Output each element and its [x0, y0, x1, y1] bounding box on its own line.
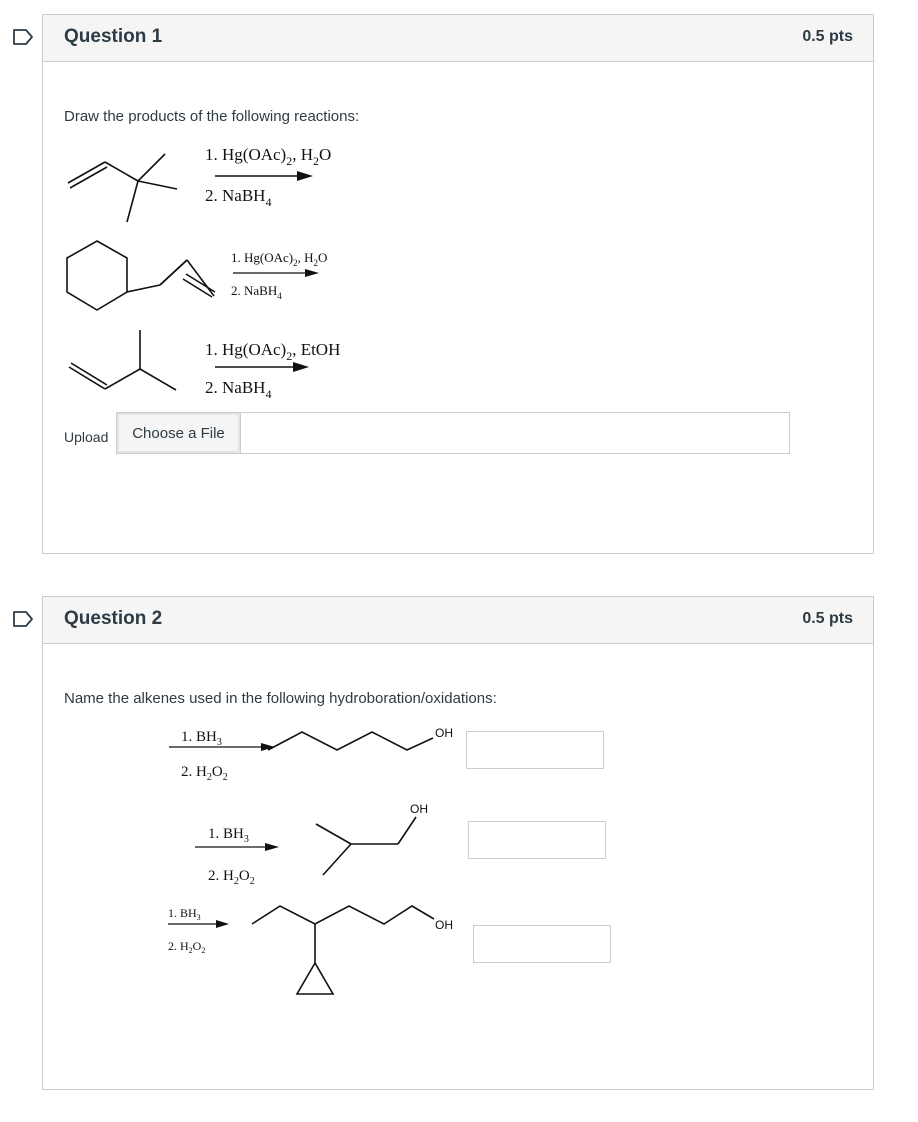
question-2-points: 0.5 pts [802, 610, 853, 627]
reaction-1-1-reactant-structure [68, 154, 177, 222]
choose-file-button[interactable]: Choose a File [117, 413, 241, 453]
question-1-header [43, 15, 873, 62]
reaction-1-2-step1: 1. $Hg(OAc)_2$, $H_2O$ [231, 250, 328, 268]
reaction-2-1-product-structure [268, 732, 433, 750]
question-2-header [43, 597, 873, 644]
reaction-1-3-scheme [43, 320, 873, 420]
reaction-1-2-arrow [233, 269, 319, 277]
reaction-1-1-step1: 1. $Hg(OAc)_2$, $H_2O$ [205, 145, 332, 168]
question-1-prompt: Draw the products of the following reactions: [64, 108, 360, 125]
flag-question-1-icon[interactable] [12, 28, 34, 46]
reaction-1-1-step2: 2. NaBH$_4$ [205, 186, 272, 209]
reaction-2-2-arrow [195, 843, 279, 851]
reaction-1-3-step2: 2. NaBH$_4$ [205, 378, 272, 401]
reaction-2-3-oh-label: OH [435, 918, 453, 932]
answer-input-1[interactable] [466, 731, 604, 769]
reaction-2-2-oh-label: OH [410, 802, 428, 816]
question-1-title: Question 1 [64, 26, 163, 47]
reaction-2-3-scheme [43, 897, 483, 1001]
flag-question-2-icon[interactable] [12, 610, 34, 628]
reaction-1-2-step2: 2. NaBH$_4$ [231, 283, 282, 301]
answer-input-3[interactable] [473, 925, 611, 963]
question-1-points: 0.5 pts [802, 28, 853, 45]
upload-label: Upload [64, 429, 109, 445]
reaction-2-3-step1: 1. $BH_3$ [168, 906, 201, 922]
reaction-2-1-oh-label: OH [435, 726, 453, 740]
reaction-2-2-step2: 2. $H_2O_2$ [208, 868, 255, 887]
reaction-1-1-scheme [43, 125, 873, 225]
reaction-2-2-step1: 1. $BH_3$ [208, 826, 249, 845]
reaction-2-2-scheme [43, 797, 483, 887]
reaction-1-3-arrow [215, 362, 309, 372]
reaction-2-1-step1: 1. $BH_3$ [181, 729, 222, 748]
reaction-2-2-product-structure [316, 817, 416, 875]
question-1 [42, 14, 874, 554]
reaction-1-1-arrow [215, 171, 313, 181]
reaction-2-3-product-structure [252, 906, 434, 994]
reaction-2-3-step2: 2. $H_2O_2$ [168, 939, 206, 955]
question-2-prompt: Name the alkenes used in the following hydroboration/oxidations: [64, 690, 497, 707]
reaction-1-3-step1: 1. $Hg(OAc)_2$, EtOH [205, 340, 341, 363]
file-upload-field[interactable] [116, 412, 790, 454]
answer-input-2[interactable] [468, 821, 606, 859]
reaction-1-2-reactant-structure [67, 241, 215, 310]
reaction-2-1-scheme [43, 719, 483, 789]
reaction-1-3-reactant-structure [69, 330, 176, 390]
reaction-1-2-scheme [43, 230, 873, 330]
reaction-2-1-step2: 2. $H_2O_2$ [181, 764, 228, 783]
question-2 [42, 596, 874, 1090]
question-2-title: Question 2 [64, 608, 163, 629]
